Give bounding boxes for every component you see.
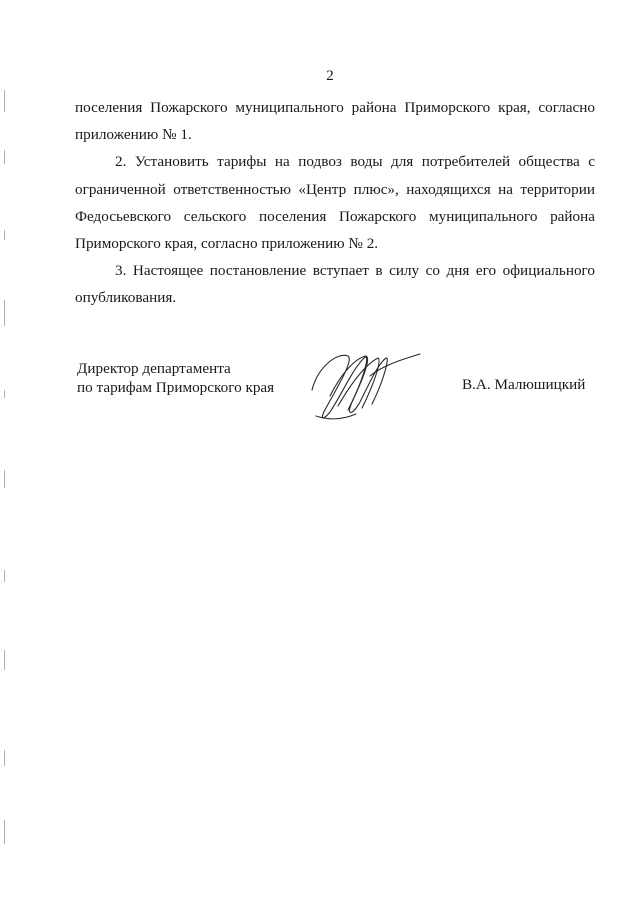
handwritten-signature	[308, 346, 428, 426]
scan-edge-marks	[4, 90, 6, 850]
document-body	[75, 94, 595, 312]
signer-position-line-1: Директор департамента	[77, 360, 231, 377]
paragraph-continuation: поселения Пожарского муниципального района Приморского края, согласно приложению № 1.	[75, 99, 595, 144]
paragraph-item-3: 3. Настоящее постановление вступает в силу со дня его официального опубликования.	[75, 262, 595, 307]
signer-name: В.А. Малюшицкий	[462, 376, 586, 393]
signer-position-line-2: по тарифам Приморского края	[77, 379, 275, 396]
page-number: 2	[326, 68, 334, 84]
signer-position	[77, 359, 274, 397]
paragraph-item-2: 2. Установить тарифы на подвоз воды для потребителей общества с ограниченной ответственностью «Центр плюс», находящихся на территории Федосьевского сельского поселения Пожарского муниципального района Приморского края, согласно приложению № 2.	[75, 153, 595, 253]
